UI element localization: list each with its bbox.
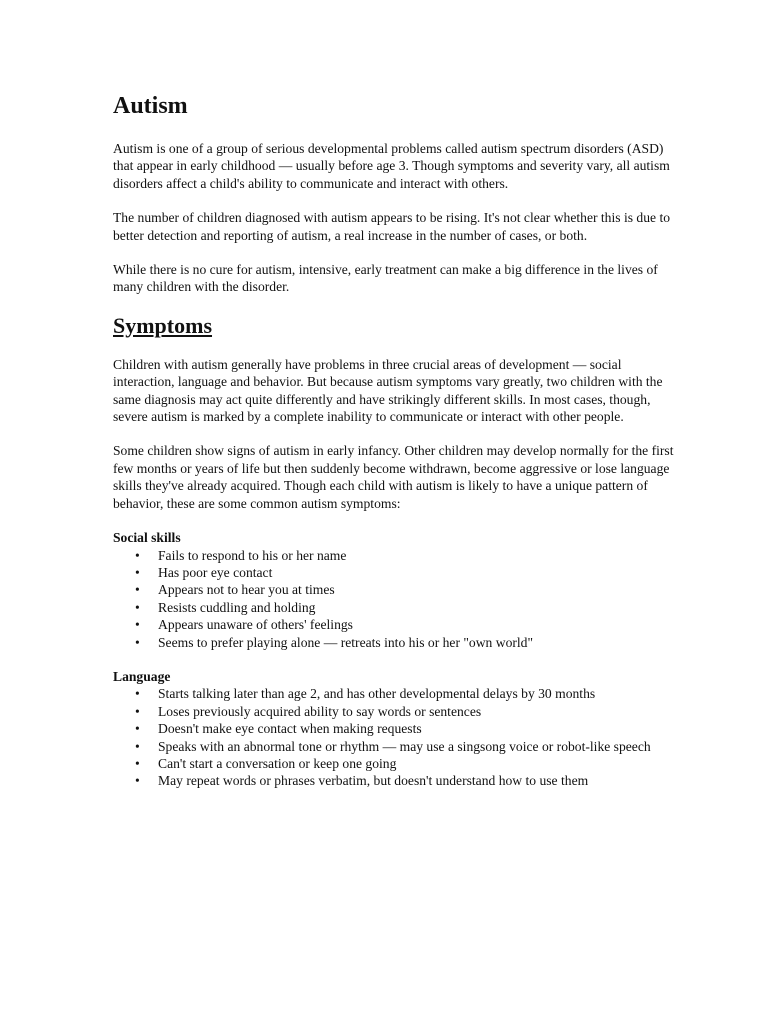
list-item-text: Resists cuddling and holding	[158, 599, 316, 615]
bullet-icon: •	[135, 738, 140, 754]
social-skills-heading: Social skills	[113, 530, 181, 546]
list-item	[113, 738, 679, 755]
list-item	[113, 616, 679, 633]
bullet-icon: •	[135, 755, 140, 771]
list-item	[113, 703, 679, 720]
list-item	[113, 755, 679, 772]
bullet-icon: •	[135, 599, 140, 615]
bullet-icon: •	[135, 773, 140, 789]
intro-paragraph-1: Autism is one of a group of serious developmental problems called autism spectrum disorders (ASD) that appear in early childhood — usually before age 3. Though symptoms and severity vary, all autism disorders affect a child's ability to communicate and interact with others.	[113, 141, 670, 191]
bullet-icon: •	[135, 634, 140, 650]
symptoms-heading: Symptoms	[113, 312, 213, 338]
list-item	[113, 547, 679, 564]
list-item	[113, 772, 679, 789]
bullet-icon: •	[135, 617, 140, 633]
list-item-text: Seems to prefer playing alone — retreats into his or her "own world"	[158, 634, 534, 650]
bullet-icon: •	[135, 582, 140, 598]
list-item-text: Doesn't make eye contact when making requests	[158, 721, 422, 737]
list-item-text: Has poor eye contact	[158, 564, 273, 580]
list-item-text: Can't start a conversation or keep one going	[158, 755, 397, 771]
language-heading: Language	[113, 668, 171, 684]
bullet-icon: •	[135, 547, 140, 563]
bullet-icon: •	[135, 686, 140, 702]
social-skills-list	[113, 547, 679, 651]
language-list	[113, 685, 679, 789]
symptoms-paragraph-1: Children with autism generally have problems in three crucial areas of development — social interaction, language and behavior. But because autism symptoms vary greatly, two children with the same diagnosis may act quite differently and have strikingly different skills. In most cases, though, severe autism is marked by a complete inability to communicate or interact with other people.	[113, 356, 663, 425]
list-item-text: Appears unaware of others' feelings	[158, 617, 353, 633]
list-item	[113, 685, 679, 702]
list-item-text: Starts talking later than age 2, and has other developmental delays by 30 months	[158, 686, 596, 702]
list-item	[113, 720, 679, 737]
document-page	[113, 92, 679, 807]
list-item-text: Fails to respond to his or her name	[158, 547, 347, 563]
list-item	[113, 634, 679, 651]
bullet-icon: •	[135, 703, 140, 719]
list-item	[113, 564, 679, 581]
symptoms-paragraph-2: Some children show signs of autism in early infancy. Other children may develop normally for the first few months or years of life but then suddenly become withdrawn, become aggressive or lose language skills they've already acquired. Though each child with autism is likely to have a unique pattern of behavior, these are some common autism symptoms:	[113, 443, 674, 511]
list-item	[113, 599, 679, 616]
bullet-icon: •	[135, 564, 140, 580]
list-item-text: Speaks with an abnormal tone or rhythm — may use a singsong voice or robot-like speech	[158, 738, 651, 754]
intro-paragraph-3: While there is no cure for autism, intensive, early treatment can make a big difference in the lives of many children with the disorder.	[113, 262, 658, 295]
list-item-text: May repeat words or phrases verbatim, but doesn't understand how to use them	[158, 773, 589, 789]
document-title: Autism	[113, 93, 188, 119]
list-item-text: Appears not to hear you at times	[158, 582, 335, 598]
bullet-icon: •	[135, 721, 140, 737]
intro-paragraph-2: The number of children diagnosed with autism appears to be rising. It's not clear whether this is due to better detection and reporting of autism, a real increase in the number of cases, or both.	[113, 210, 671, 243]
list-item	[113, 581, 679, 598]
list-item-text: Loses previously acquired ability to say words or sentences	[158, 703, 482, 719]
